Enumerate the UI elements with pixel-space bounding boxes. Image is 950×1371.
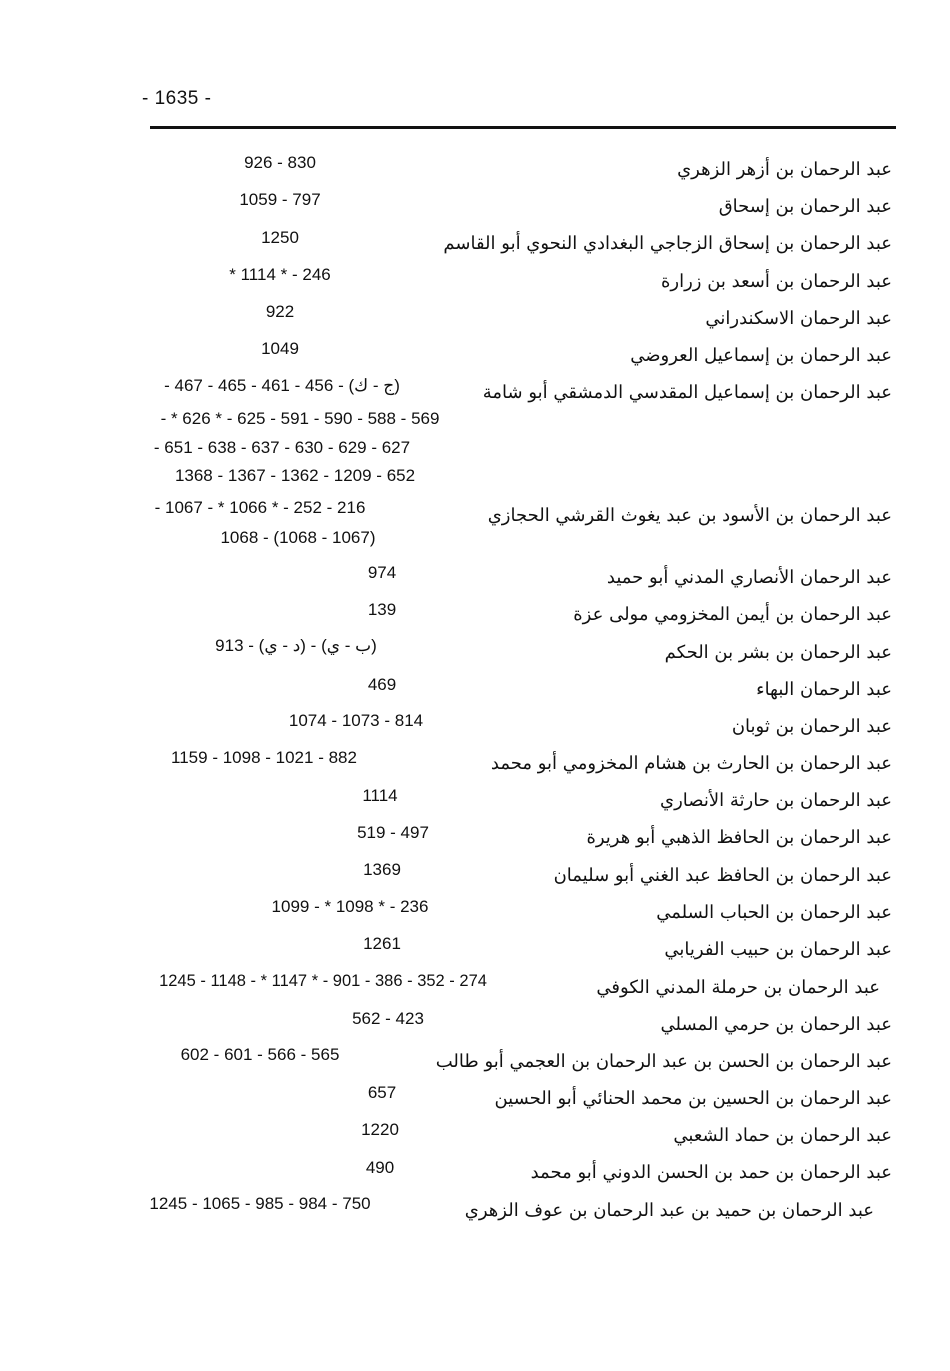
entry-name: عبد الرحمان بن الحارث بن هشام المخزومي أبو محمد bbox=[490, 753, 892, 774]
entry-name: عبد الرحمان بن حبيب الفريابي bbox=[664, 939, 892, 960]
entry-pages: 1114 bbox=[362, 786, 398, 805]
entry-name: عبد الرحمان بن الحسن بن عبد الرحمان بن العجمي أبو طالب bbox=[435, 1051, 892, 1072]
entry-name: عبد الرحمان بن الحافظ الذهبي أبو هريرة bbox=[586, 827, 892, 848]
entry-name: عبد الرحمان بن حرملة المدني الكوفي bbox=[596, 977, 880, 998]
entry-pages: 469 bbox=[367, 675, 397, 694]
entry-pages: 1250 bbox=[261, 228, 299, 247]
entry-pages: 974 bbox=[367, 563, 397, 582]
entry-name: عبد الرحمان بن ثوبان bbox=[731, 716, 892, 737]
entry-name: عبد الرحمان بن حارثة الأنصاري bbox=[660, 790, 892, 811]
entry-pages: 922 bbox=[265, 302, 295, 321]
entry-name: عبد الرحمان بن إسحاق bbox=[718, 196, 892, 217]
entry-name: عبد الرحمان البهاء bbox=[756, 679, 892, 700]
header-rule bbox=[150, 126, 896, 129]
entry-pages: 652 - 1209 - 1362 - 1367 - 1368 bbox=[174, 466, 416, 485]
entry-name: عبد الرحمان بن الحباب السلمي bbox=[656, 902, 892, 923]
entry-pages: 627 - 629 - 630 - 637 - 638 - 651 - bbox=[153, 438, 411, 457]
page-number: - 1635 - bbox=[142, 88, 212, 109]
entry-name: عبد الرحمان بن إسماعيل العروضي bbox=[630, 345, 892, 366]
entry-pages: (1067 - 1068) - 1068 bbox=[220, 528, 376, 547]
entry-pages: 797 - 1059 bbox=[239, 190, 321, 209]
entry-pages: 490 bbox=[365, 1158, 395, 1177]
entry-pages: 1261 bbox=[363, 934, 401, 953]
entry-name: عبد الرحمان بن حمد بن الحسن الدوني أبو محمد bbox=[530, 1162, 892, 1183]
entry-pages: 657 bbox=[367, 1083, 397, 1102]
entry-name: عبد الرحمان بن إسماعيل المقدسي الدمشقي أبو شامة bbox=[482, 382, 892, 403]
entry-name: عبد الرحمان الاسكندراني bbox=[705, 308, 892, 329]
entry-pages: 216 - 252 - * 1066 * - 1067 - bbox=[154, 498, 366, 517]
entry-name: عبد الرحمان الأنصاري المدني أبو حميد bbox=[606, 567, 892, 588]
entry-pages: 565 - 566 - 601 - 602 bbox=[180, 1045, 340, 1064]
entry-name: عبد الرحمان بن حرمي المسلي bbox=[660, 1014, 892, 1035]
entry-name: عبد الرحمان بن بشر بن الحكم bbox=[664, 642, 892, 663]
entry-pages: 1369 bbox=[363, 860, 401, 879]
entry-pages: 236 - * 1098 * - 1099 bbox=[271, 897, 429, 916]
entry-pages: 139 bbox=[367, 600, 397, 619]
entry-name: عبد الرحمان بن حميد بن عبد الرحمان بن عوف الزهري bbox=[464, 1200, 874, 1221]
entry-name: عبد الرحمان بن أيمن المخزومي مولى عزة bbox=[573, 604, 892, 625]
entry-name: عبد الرحمان بن أزهر الزهري bbox=[677, 159, 892, 180]
entry-pages: 569 - 588 - 590 - 591 - 625 - * 626 * - bbox=[160, 409, 440, 428]
entry-name: عبد الرحمان بن الحافظ عبد الغني أبو سليمان bbox=[553, 865, 892, 886]
entry-pages: 882 - 1021 - 1098 - 1159 bbox=[171, 748, 357, 767]
entry-pages: 750 - 984 - 985 - 1065 - 1245 bbox=[149, 1194, 371, 1213]
entry-pages: 423 - 562 bbox=[352, 1009, 424, 1028]
entry-name: عبد الرحمان بن أسعد بن زرارة bbox=[660, 271, 892, 292]
entry-pages: 246 - * 1114 * bbox=[229, 265, 331, 284]
entry-pages: 497 - 519 bbox=[357, 823, 429, 842]
entry-pages: 814 - 1073 - 1074 bbox=[288, 711, 424, 730]
entry-pages: (ج - ك) - 456 - 461 - 465 - 467 - bbox=[164, 376, 400, 395]
entry-pages: 1049 bbox=[261, 339, 299, 358]
entry-pages: 830 - 926 bbox=[244, 153, 316, 172]
entry-pages: (ب - ي) - (د - ي) - 913 bbox=[215, 636, 377, 655]
entry-name: عبد الرحمان بن الحسين بن محمد الحنائي أبو الحسين bbox=[494, 1088, 892, 1109]
entry-name: عبد الرحمان بن الأسود بن عبد يغوث القرشي الحجازي bbox=[487, 505, 892, 526]
entry-name: عبد الرحمان بن حماد الشعبي bbox=[673, 1125, 892, 1146]
entry-pages: 274 - 352 - 386 - 901 - * 1147 * - 1148 - 1245 bbox=[159, 972, 487, 990]
entry-name: عبد الرحمان بن إسحاق الزجاجي البغدادي النحوي أبو القاسم bbox=[443, 233, 892, 254]
entry-pages: 1220 bbox=[361, 1120, 399, 1139]
